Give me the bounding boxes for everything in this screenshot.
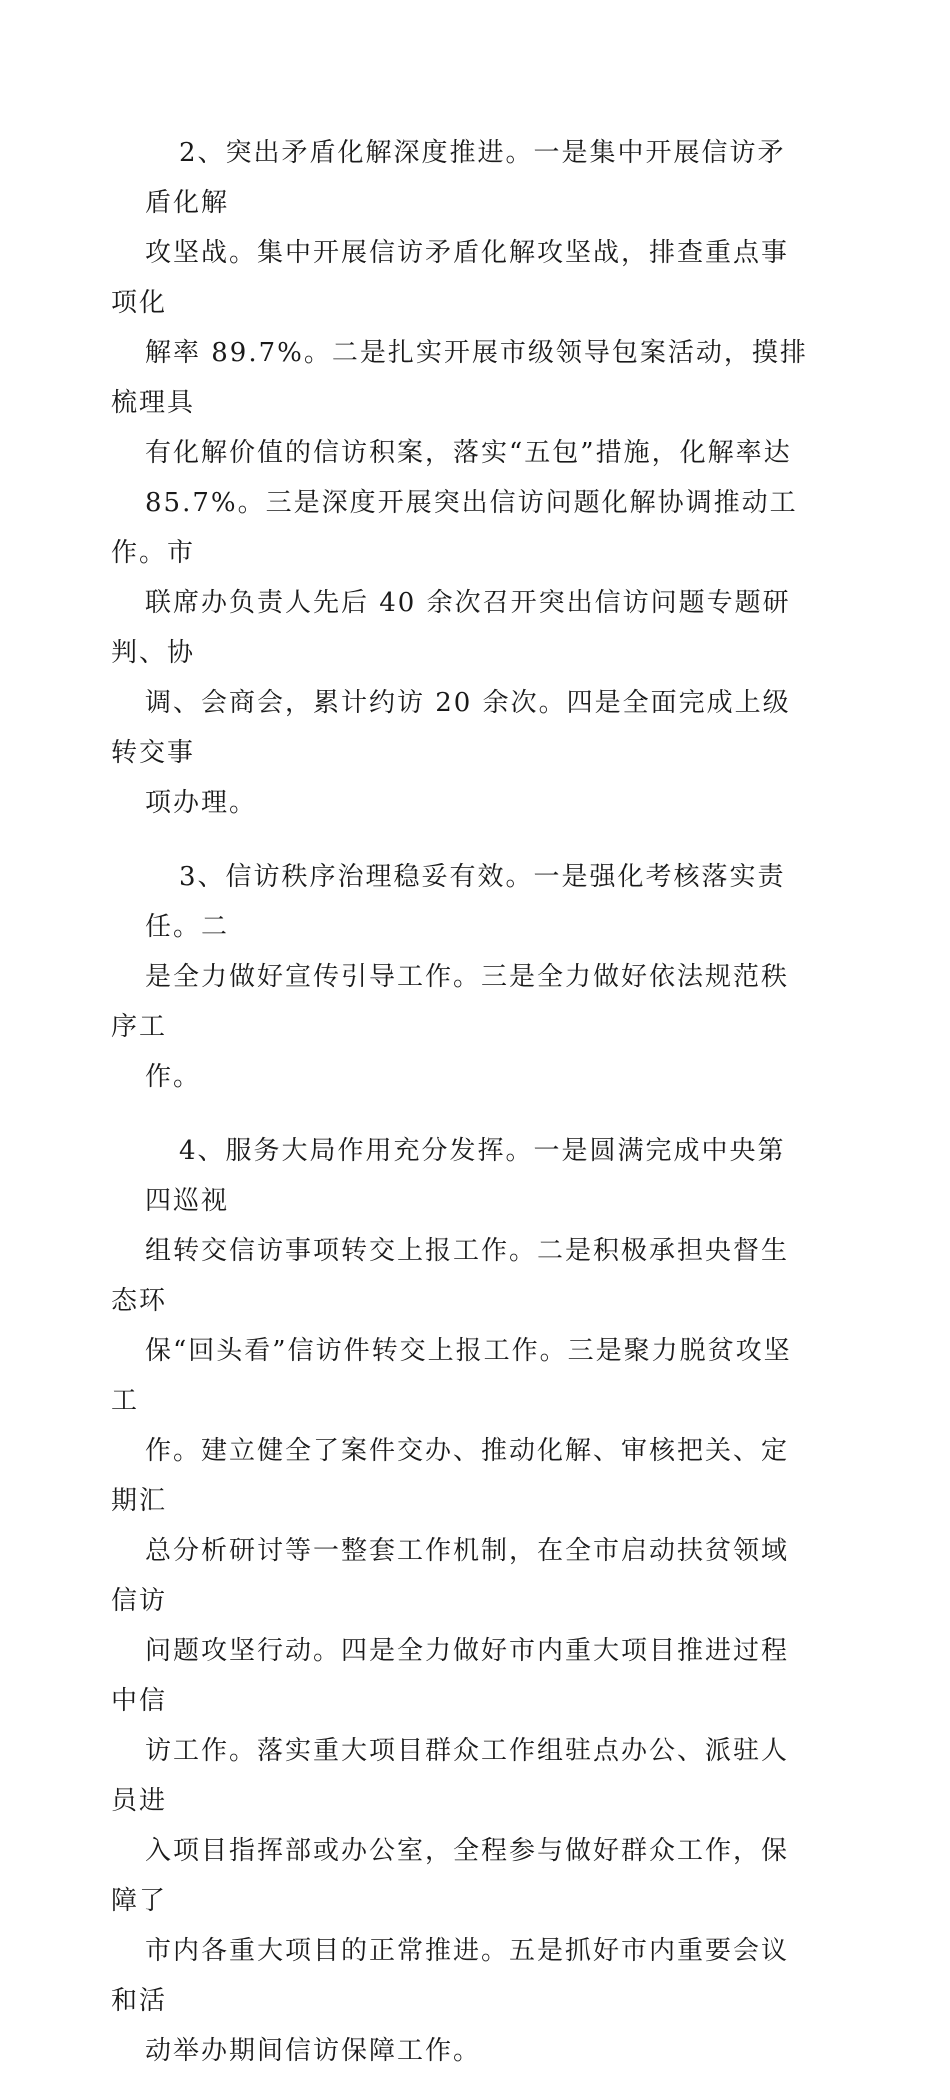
- text-line: 入项目指挥部或办公室，全程参与做好群众工作，保障了: [111, 1836, 790, 1916]
- text-line: 总分析研讨等一整套工作机制，在全市启动扶贫领域信访: [111, 1536, 790, 1616]
- text-line: 访工作。落实重大项目群众工作组驻点办公、派驻人员进: [111, 1736, 790, 1816]
- text-line: 解率 89.7%。二是扎实开展市级领导包案活动，摸排梳理具: [111, 338, 808, 418]
- text-line: 组转交信访事项转交上报工作。二是积极承担央督生态环: [111, 1236, 790, 1316]
- text-line: 作。: [145, 1062, 202, 1092]
- text-line: 3、信访秩序治理稳妥有效。一是强化考核落实责任。二: [145, 862, 786, 942]
- text-line: 问题攻坚行动。四是全力做好市内重大项目推进过程中信: [111, 1636, 790, 1716]
- paragraph-4: [111, 1126, 810, 2076]
- text-line: 保“回头看”信访件转交上报工作。三是聚力脱贫攻坚工: [111, 1336, 792, 1416]
- text-line: 作。建立健全了案件交办、推动化解、审核把关、定期汇: [111, 1436, 790, 1516]
- text-line: 动举办期间信访保障工作。: [145, 2036, 482, 2066]
- paragraph-3: [111, 852, 810, 1102]
- text-line: 市内各重大项目的正常推进。五是抓好市内重要会议和活: [111, 1936, 790, 2016]
- text-line: 攻坚战。集中开展信访矛盾化解攻坚战，排查重点事项化: [111, 238, 790, 318]
- text-line: 项办理。: [145, 788, 258, 818]
- text-line: 是全力做好宣传引导工作。三是全力做好依法规范秩序工: [111, 962, 790, 1042]
- text-line: 4、服务大局作用充分发挥。一是圆满完成中央第四巡视: [145, 1136, 786, 1216]
- text-line: 有化解价值的信访积案，落实“五包”措施，化解率达: [145, 438, 792, 468]
- text-line: 2、突出矛盾化解深度推进。一是集中开展信访矛盾化解: [145, 138, 786, 218]
- text-line: 联席办负责人先后 40 余次召开突出信访问题专题研判、协: [111, 588, 791, 668]
- document-body: [111, 128, 810, 2100]
- text-line: 调、会商会，累计约访 20 余次。四是全面完成上级转交事: [111, 688, 791, 768]
- text-line: 85.7%。三是深度开展突出信访问题化解协调推动工作。市: [111, 488, 798, 568]
- paragraph-2: [111, 128, 810, 828]
